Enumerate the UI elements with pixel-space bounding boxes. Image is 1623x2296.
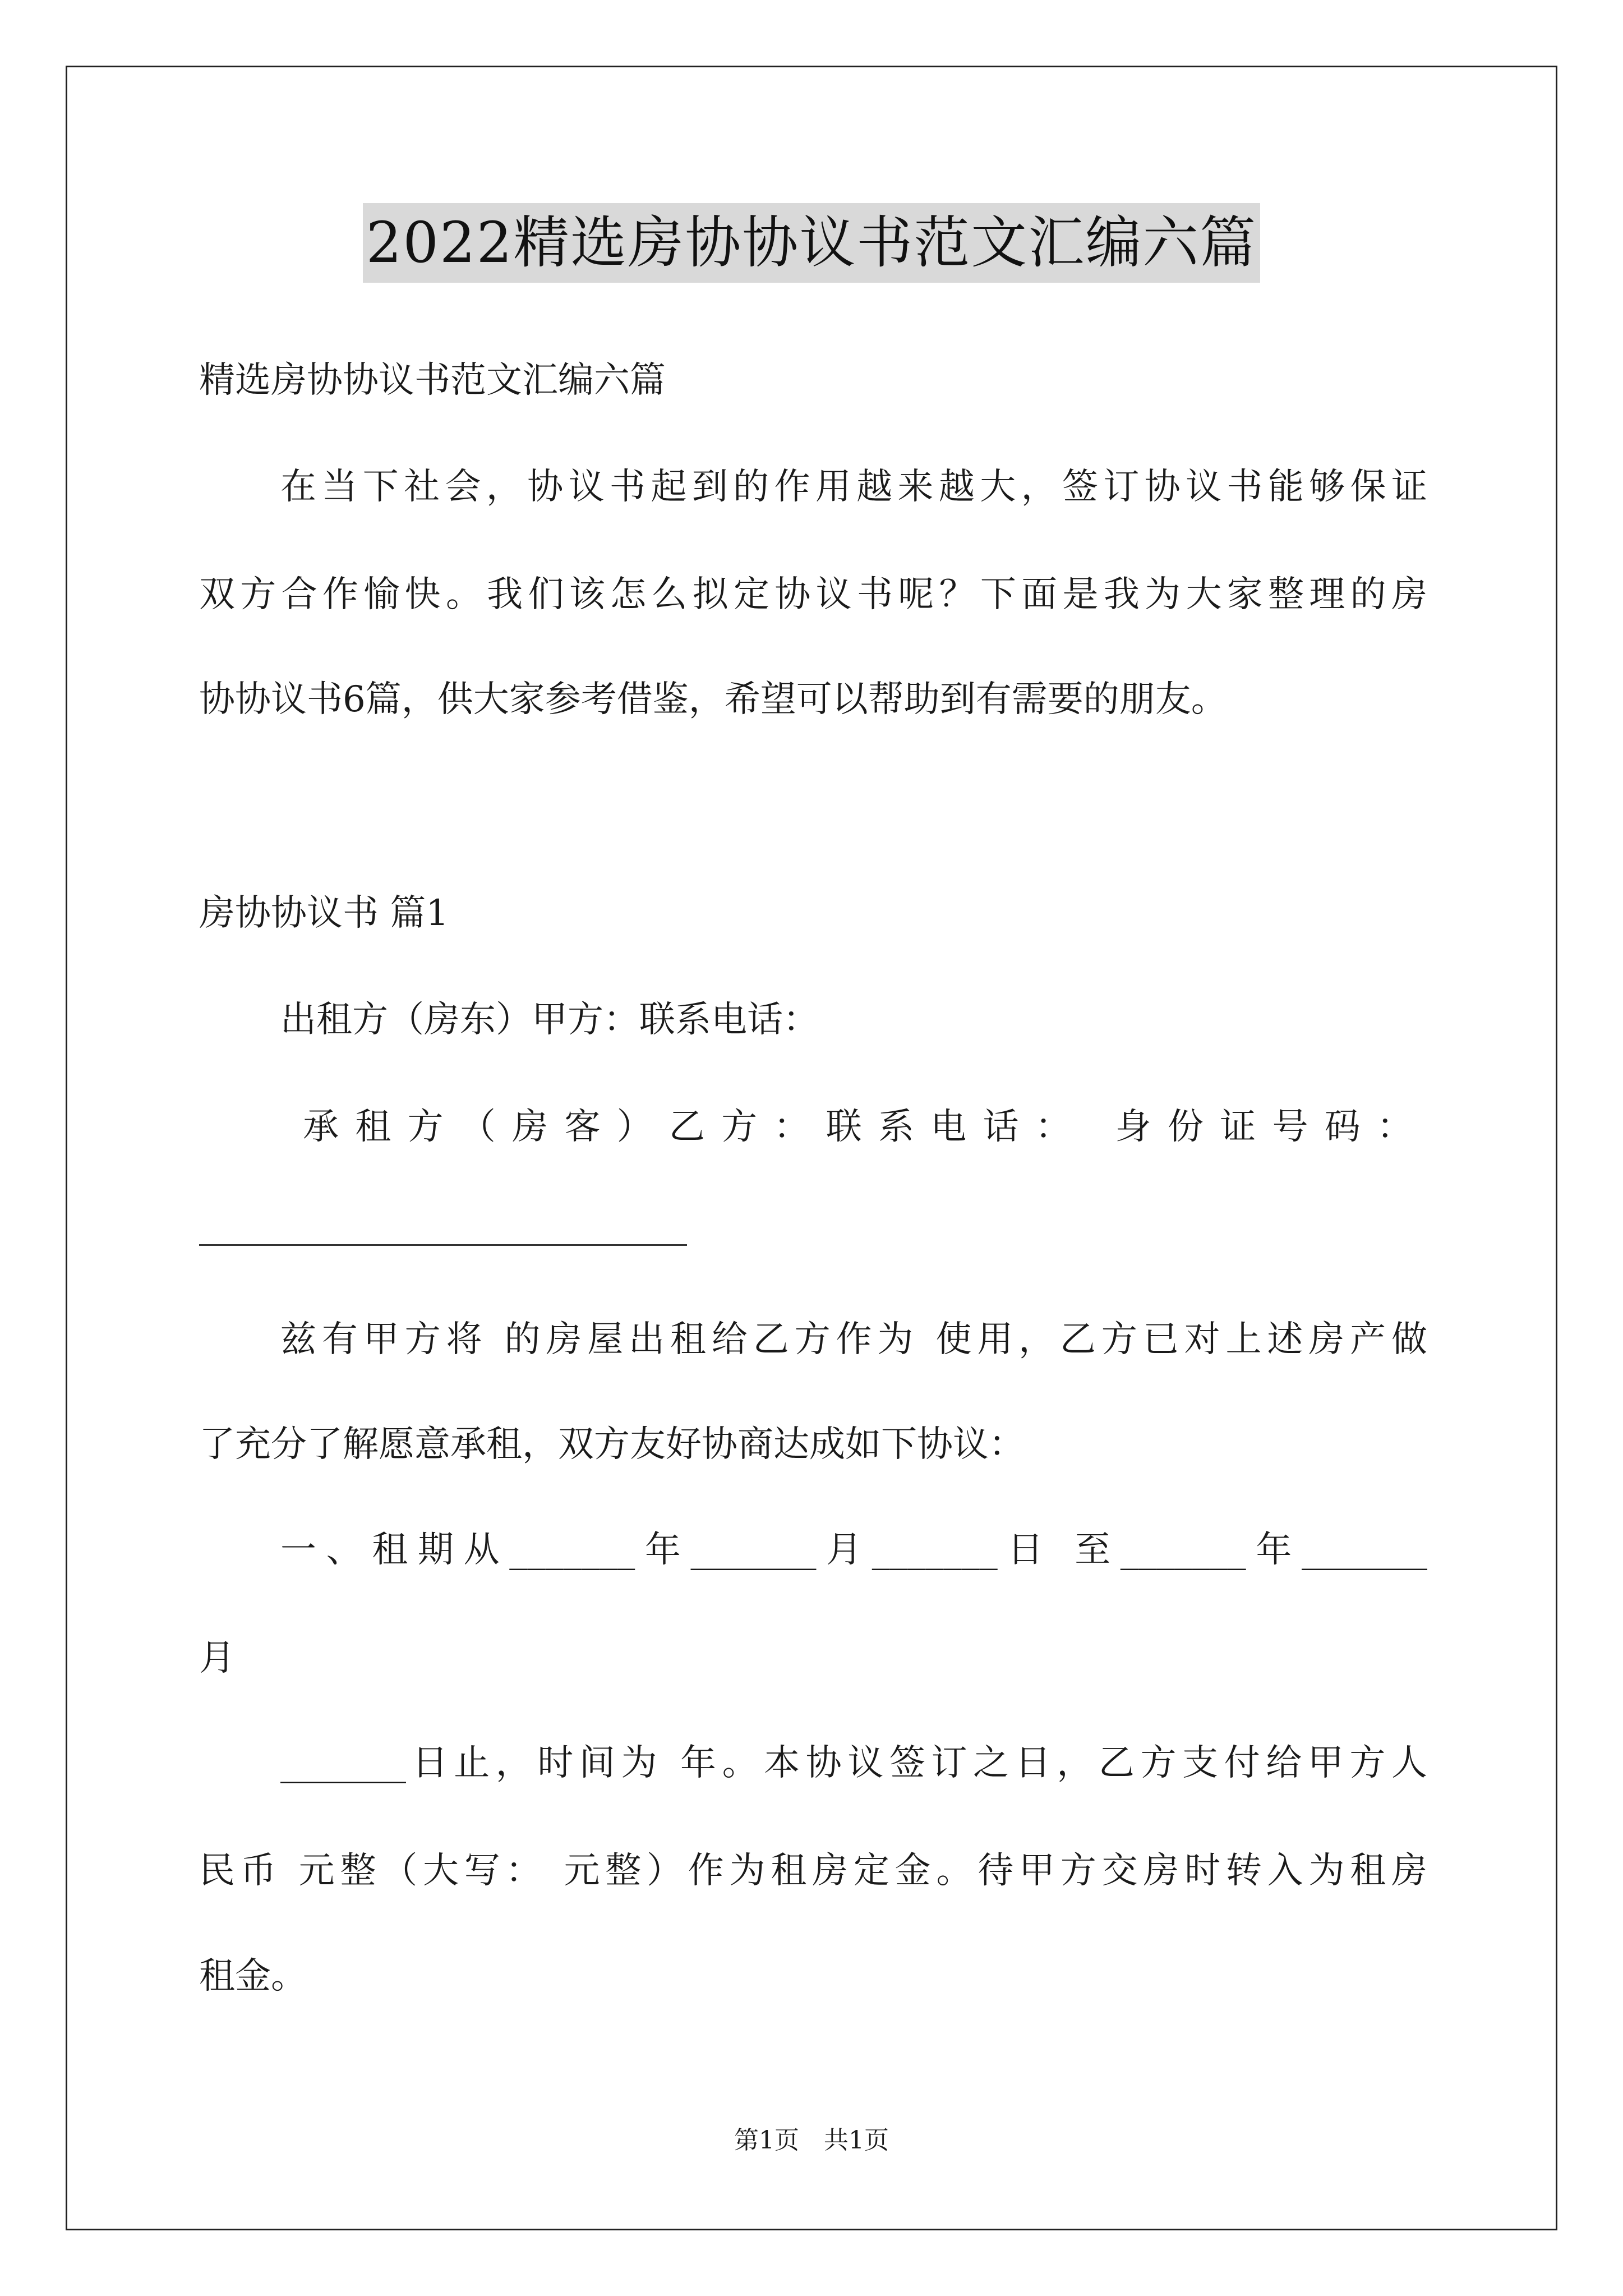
body-line-7: 租金。 bbox=[199, 1955, 307, 1997]
body-line-1: 兹有甲方将 的房屋出租给乙方作为 使用，乙方已对上述房产做 bbox=[280, 1319, 1427, 1360]
intro-line-2: 双方合作愉快。我们该怎么拟定协议书呢？下面是我为大家整理的房 bbox=[199, 574, 1427, 615]
body-line-2: 了充分了解愿意承租，双方友好协商达成如下协议： bbox=[199, 1424, 1025, 1465]
page-footer: 第1页 共1页 bbox=[734, 2126, 889, 2155]
body-line-5: _______日止，时间为 年。本协议签订之日，乙方支付给甲方人 bbox=[280, 1742, 1427, 1784]
lessee-line: 承租方（房客）乙方：联系电话： 身份证号码： bbox=[303, 1106, 1427, 1148]
body-line-4: 月 bbox=[199, 1637, 235, 1679]
section-heading: 房协协议书 篇1 bbox=[199, 892, 449, 934]
document-title-container bbox=[0, 203, 1623, 283]
document-subtitle: 精选房协协议书范文汇编六篇 bbox=[199, 360, 666, 401]
intro-line-3: 协协议书6篇，供大家参考借鉴，希望可以帮助到有需要的朋友。 bbox=[199, 679, 1227, 720]
body-line-6: 民币 元整（大写： 元整）作为租房定金。待甲方交房时转入为租房 bbox=[199, 1850, 1427, 1892]
body-line-3: 一、租期从_______年_______月_______日 至_______年_______ bbox=[280, 1529, 1427, 1571]
signature-underline bbox=[199, 1244, 687, 1246]
lessor-line: 出租方（房东）甲方：联系电话： bbox=[280, 999, 819, 1041]
intro-line-1: 在当下社会，协议书起到的作用越来越大，签订协议书能够保证 bbox=[280, 466, 1427, 508]
document-title: 2022精选房协协议书范文汇编六篇 bbox=[363, 203, 1261, 283]
